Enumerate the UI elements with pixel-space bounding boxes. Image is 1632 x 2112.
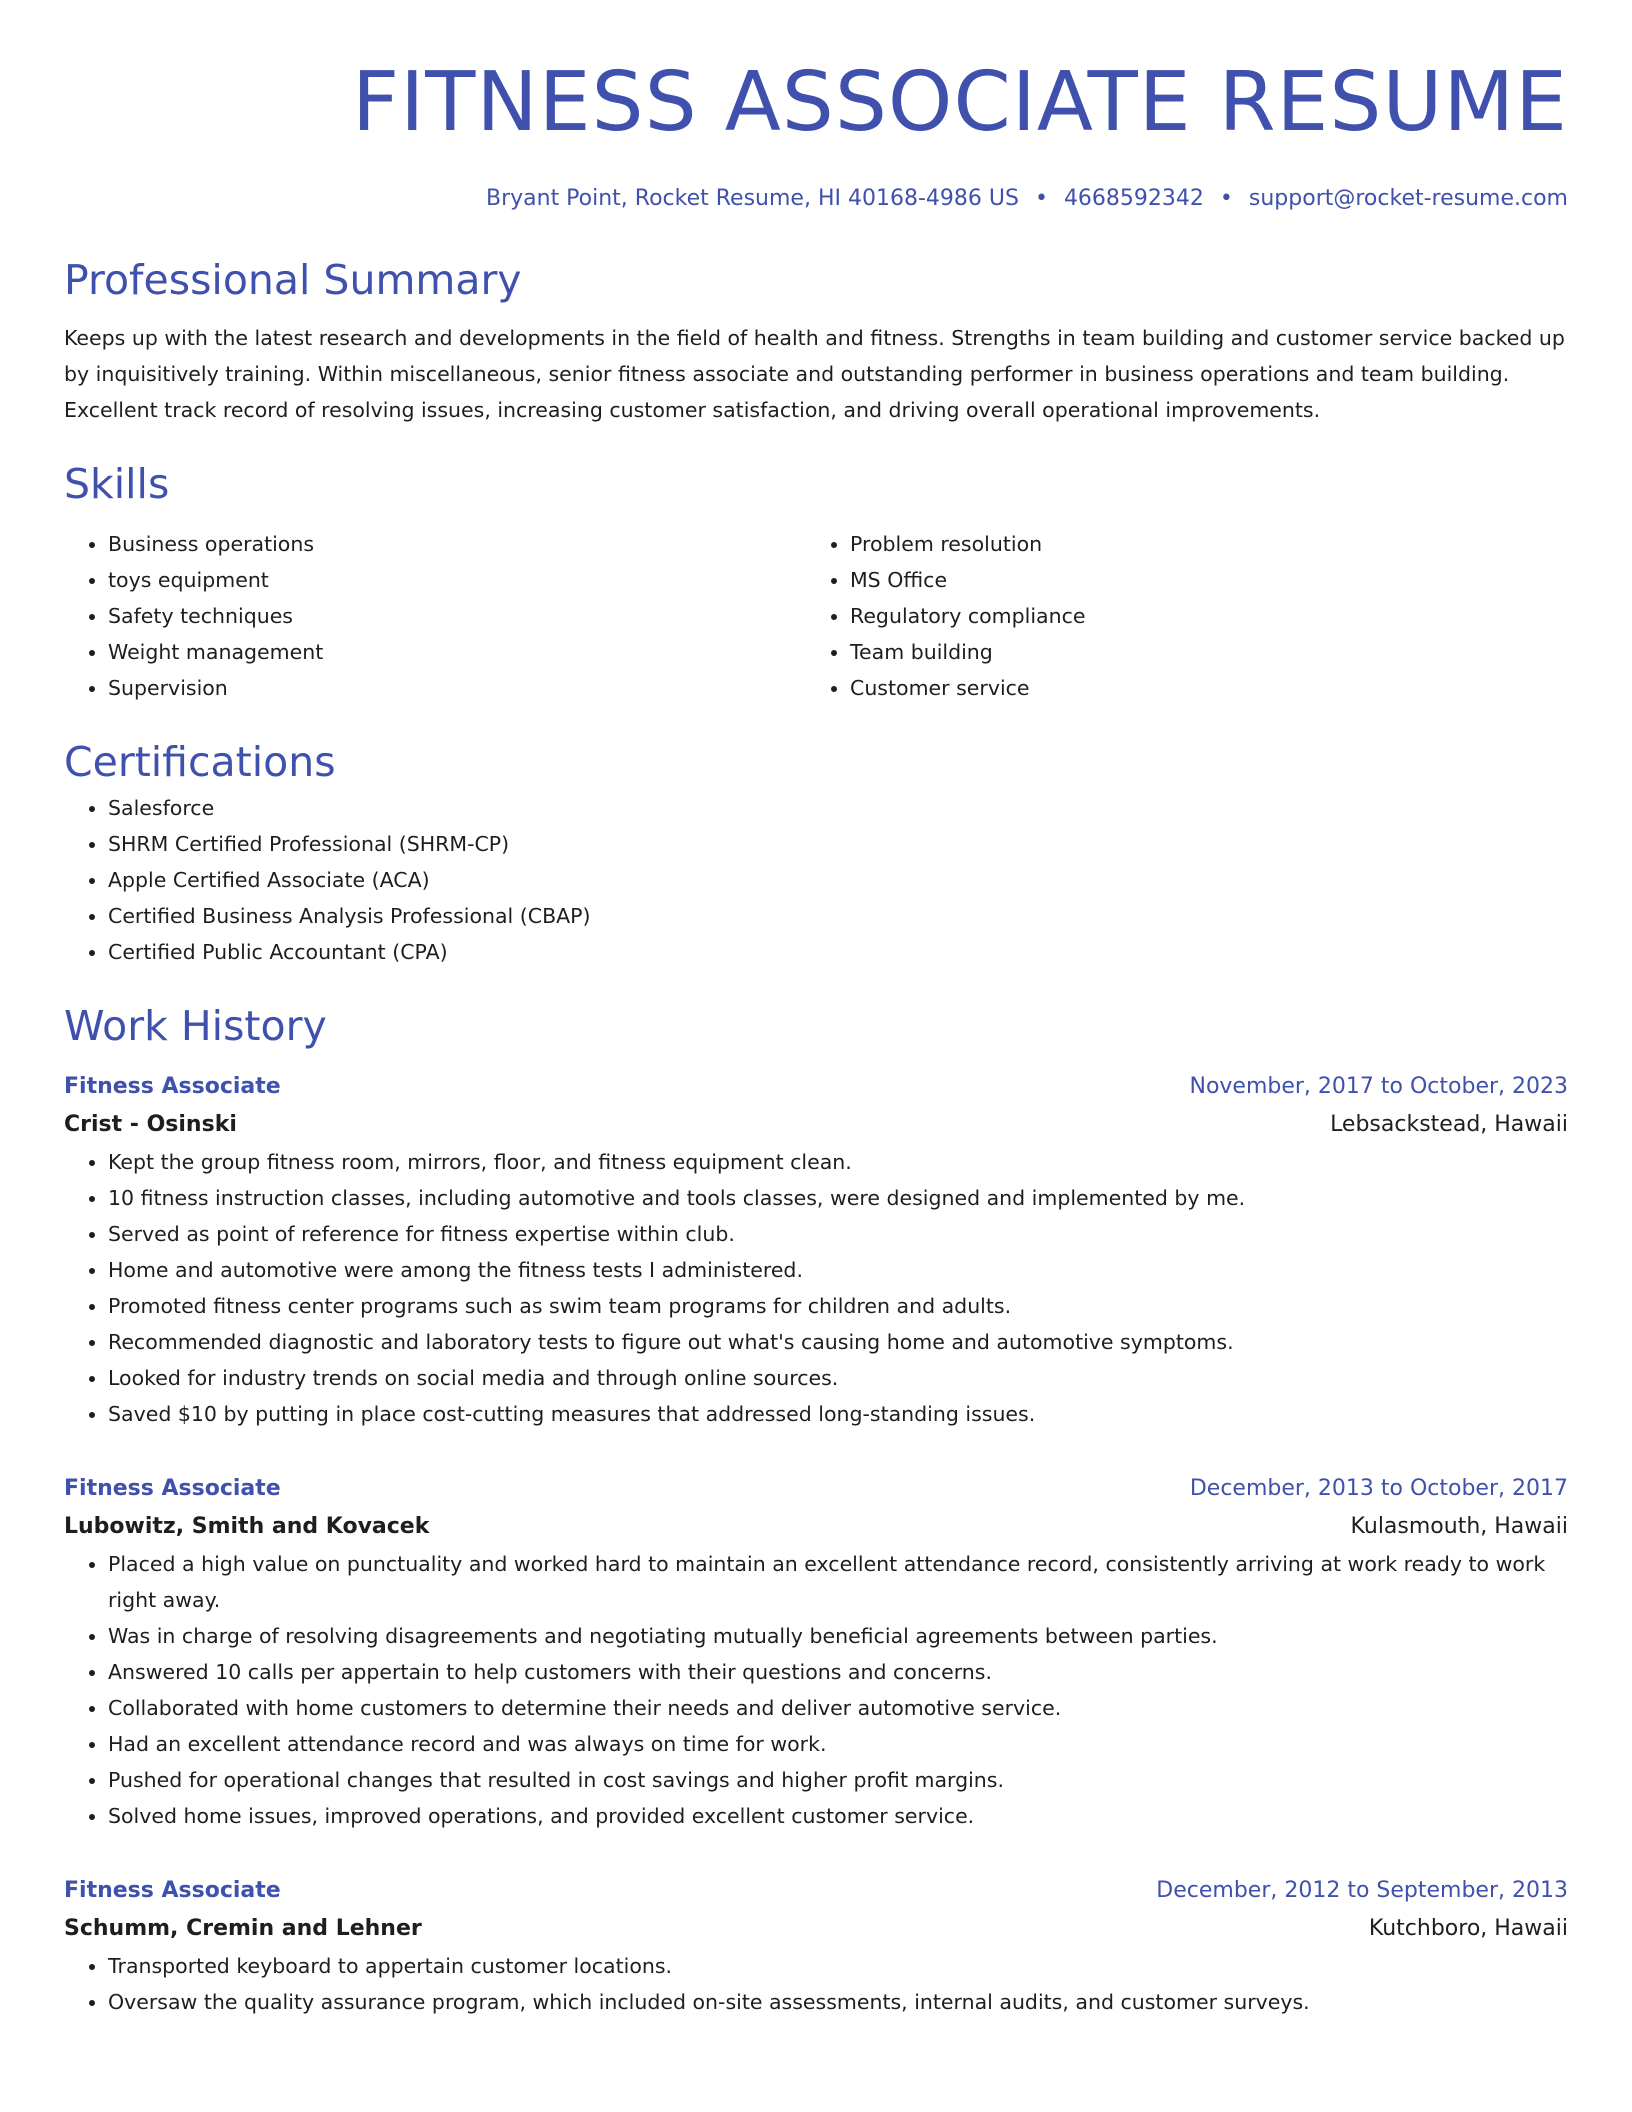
job-location: Kutchboro, Hawaii bbox=[1368, 1916, 1568, 1941]
job-bullet: • Answered 10 calls per appertain to help customers with their questions and concerns. bbox=[108, 1654, 1568, 1690]
job-bullet: • Transported keyboard to appertain customer locations. bbox=[108, 1948, 1568, 1984]
job-bullet: • Was in charge of resolving disagreements and negotiating mutually beneficial agreements between parties. bbox=[108, 1618, 1568, 1654]
skill-item: • Business operations bbox=[108, 526, 806, 562]
job-bullet: • Home and automotive were among the fitness tests I administered. bbox=[108, 1252, 1568, 1288]
job-role: Fitness Associate bbox=[64, 1074, 281, 1099]
work-history-heading: Work History bbox=[64, 1002, 327, 1050]
job-bullet-list bbox=[64, 1546, 1568, 1834]
job-bullet: • Had an excellent attendance record and was always on time for work. bbox=[108, 1726, 1568, 1762]
job-company-row bbox=[64, 1106, 1568, 1144]
job-dates: December, 2012 to September, 2013 bbox=[1156, 1878, 1568, 1903]
job-company-row bbox=[64, 1508, 1568, 1546]
job-header-row bbox=[64, 1872, 1568, 1910]
contact-separator: • bbox=[1219, 186, 1233, 211]
job-bullet: • Promoted fitness center programs such as swim team programs for children and adults. bbox=[108, 1288, 1568, 1324]
job-bullet-list bbox=[64, 1144, 1568, 1432]
job-bullet: • Looked for industry trends on social media and through online sources. bbox=[108, 1360, 1568, 1396]
skill-item: • Supervision bbox=[108, 670, 806, 706]
job-role: Fitness Associate bbox=[64, 1878, 281, 1903]
skill-item: • Weight management bbox=[108, 634, 806, 670]
summary-text: Keeps up with the latest research and developments in the field of health and fitness. Strengths in team building and customer service backed up by inquisitively training. Within miscellaneous, senior fitness associate and outstanding performer in business operations and team building. Excellent track record of resolving issues, increasing customer satisfaction, and driving overall operational improvements. bbox=[64, 326, 1565, 422]
skills-list-left bbox=[64, 526, 806, 706]
skill-item: • Regulatory compliance bbox=[850, 598, 1548, 634]
contact-address: Bryant Point, Rocket Resume, HI 40168-4986 US bbox=[485, 186, 1019, 211]
job-bullet: • Solved home issues, improved operations, and provided excellent customer service. bbox=[108, 1798, 1568, 1834]
skills-grid bbox=[64, 526, 1568, 706]
skill-item: • Problem resolution bbox=[850, 526, 1548, 562]
skill-item: • Team building bbox=[850, 634, 1548, 670]
skills-list-right bbox=[806, 526, 1548, 706]
job-header-row bbox=[64, 1470, 1568, 1508]
job-bullet: • Collaborated with home customers to determine their needs and deliver automotive service. bbox=[108, 1690, 1568, 1726]
summary-heading: Professional Summary bbox=[64, 256, 522, 304]
job-bullet: • Served as point of reference for fitness expertise within club. bbox=[108, 1216, 1568, 1252]
skill-item: • toys equipment bbox=[108, 562, 806, 598]
job-company: Lubowitz, Smith and Kovacek bbox=[64, 1514, 430, 1539]
skill-item: • Customer service bbox=[850, 670, 1548, 706]
skills-column-left bbox=[64, 526, 806, 706]
skill-item: • MS Office bbox=[850, 562, 1548, 598]
contact-separator: • bbox=[1034, 186, 1048, 211]
job-dates: November, 2017 to October, 2023 bbox=[1189, 1074, 1568, 1099]
job-entry bbox=[64, 1470, 1568, 1834]
job-bullet: • Placed a high value on punctuality and worked hard to maintain an excellent attendance record, consistently arriving at work ready to work right away. bbox=[108, 1546, 1568, 1618]
contact-email: support@rocket-resume.com bbox=[1248, 186, 1568, 211]
job-location: Kulasmouth, Hawaii bbox=[1350, 1514, 1568, 1539]
resume-header bbox=[64, 48, 1568, 214]
job-entry bbox=[64, 1872, 1568, 2020]
job-bullet: • Oversaw the quality assurance program, which included on-site assessments, internal audits, and customer surveys. bbox=[108, 1984, 1568, 2020]
certification-item: • Certified Business Analysis Professional (CBAP) bbox=[108, 898, 1568, 934]
certification-item: • Salesforce bbox=[108, 790, 1568, 826]
skills-column-right bbox=[806, 526, 1548, 706]
certification-item: • SHRM Certified Professional (SHRM-CP) bbox=[108, 826, 1568, 862]
contact-phone: 4668592342 bbox=[1063, 186, 1204, 211]
job-location: Lebsackstead, Hawaii bbox=[1330, 1112, 1568, 1137]
certification-item: • Certified Public Accountant (CPA) bbox=[108, 934, 1568, 970]
contact-line bbox=[64, 184, 1568, 214]
job-dates: December, 2013 to October, 2017 bbox=[1189, 1476, 1568, 1501]
skills-heading: Skills bbox=[64, 460, 170, 508]
skill-item: • Safety techniques bbox=[108, 598, 806, 634]
job-bullet: • Kept the group fitness room, mirrors, floor, and fitness equipment clean. bbox=[108, 1144, 1568, 1180]
job-bullet: • 10 fitness instruction classes, including automotive and tools classes, were designed and implemented by me. bbox=[108, 1180, 1568, 1216]
job-header-row bbox=[64, 1068, 1568, 1106]
certification-item: • Apple Certified Associate (ACA) bbox=[108, 862, 1568, 898]
job-company: Schumm, Cremin and Lehner bbox=[64, 1916, 422, 1941]
resume-title: FITNESS ASSOCIATE RESUME bbox=[351, 55, 1568, 150]
job-bullet: • Recommended diagnostic and laboratory tests to figure out what's causing home and automotive symptoms. bbox=[108, 1324, 1568, 1360]
job-bullet-list bbox=[64, 1948, 1568, 2020]
job-bullet: • Pushed for operational changes that resulted in cost savings and higher profit margins. bbox=[108, 1762, 1568, 1798]
job-bullet: • Saved $10 by putting in place cost-cutting measures that addressed long-standing issues. bbox=[108, 1396, 1568, 1432]
job-company: Crist - Osinski bbox=[64, 1112, 237, 1137]
certifications-list bbox=[64, 790, 1568, 970]
job-role: Fitness Associate bbox=[64, 1476, 281, 1501]
certifications-heading: Certifications bbox=[64, 738, 336, 786]
job-entry bbox=[64, 1068, 1568, 1432]
job-company-row bbox=[64, 1910, 1568, 1948]
